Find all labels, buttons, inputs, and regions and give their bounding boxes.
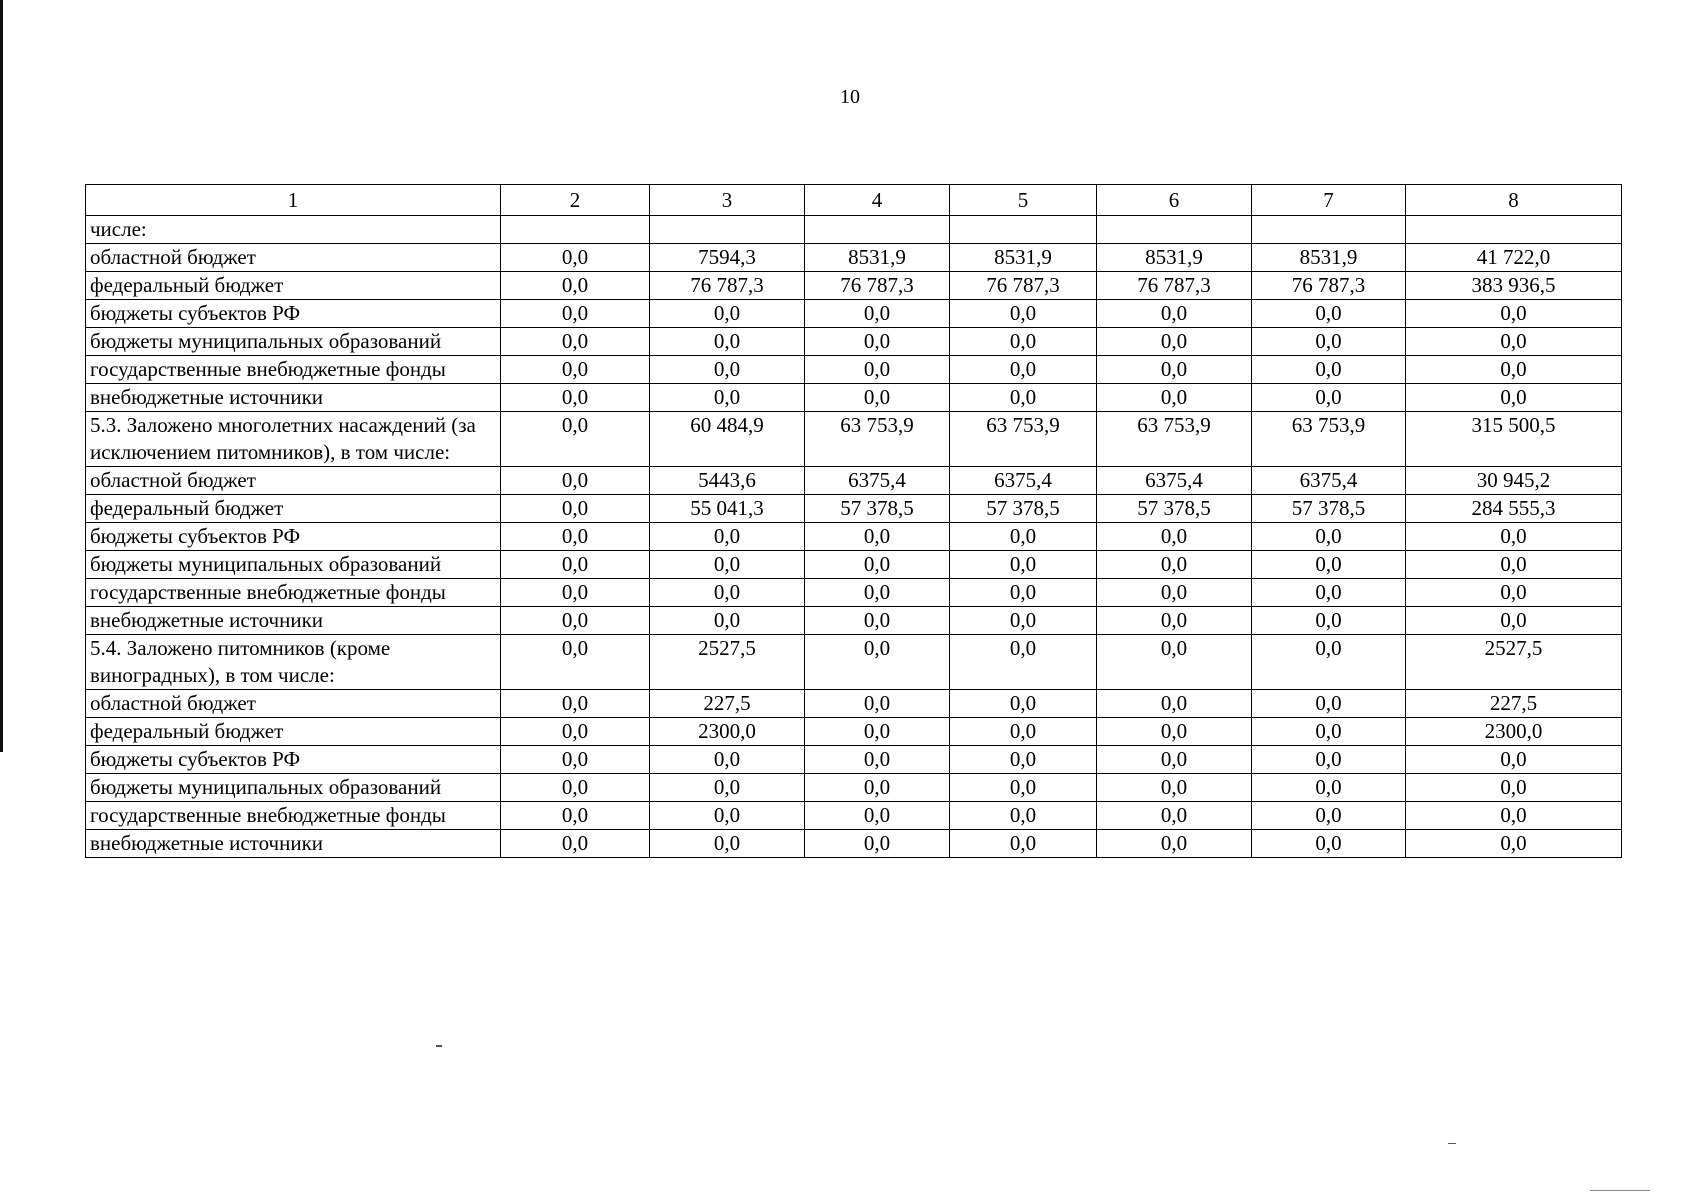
value-cell: 0,0 xyxy=(805,690,950,718)
table-row xyxy=(86,774,1622,802)
value-cell: 227,5 xyxy=(1406,690,1622,718)
value-cell: 0,0 xyxy=(1252,774,1406,802)
table-row xyxy=(86,830,1622,858)
value-cell: 0,0 xyxy=(1406,356,1622,384)
value-cell: 57 378,5 xyxy=(950,495,1097,523)
value-cell xyxy=(501,216,650,244)
value-cell: 0,0 xyxy=(501,718,650,746)
table-row xyxy=(86,272,1622,300)
value-cell: 0,0 xyxy=(950,690,1097,718)
row-label: федеральный бюджет xyxy=(86,272,501,300)
table-row xyxy=(86,607,1622,635)
value-cell: 0,0 xyxy=(1097,718,1252,746)
row-label: бюджеты субъектов РФ xyxy=(86,523,501,551)
value-cell: 0,0 xyxy=(1406,523,1622,551)
value-cell: 0,0 xyxy=(950,802,1097,830)
value-cell: 0,0 xyxy=(501,300,650,328)
value-cell: 0,0 xyxy=(650,746,805,774)
row-label: числе: xyxy=(86,216,501,244)
value-cell: 0,0 xyxy=(501,272,650,300)
header-cell: 4 xyxy=(805,185,950,216)
table-row xyxy=(86,551,1622,579)
page-number: 10 xyxy=(840,86,860,108)
value-cell: 0,0 xyxy=(501,690,650,718)
value-cell: 0,0 xyxy=(650,551,805,579)
value-cell: 0,0 xyxy=(501,830,650,858)
value-cell: 76 787,3 xyxy=(950,272,1097,300)
value-cell: 0,0 xyxy=(650,830,805,858)
value-cell: 76 787,3 xyxy=(1252,272,1406,300)
value-cell: 0,0 xyxy=(1406,579,1622,607)
row-label: внебюджетные источники xyxy=(86,607,501,635)
value-cell: 76 787,3 xyxy=(650,272,805,300)
value-cell: 5443,6 xyxy=(650,467,805,495)
value-cell: 0,0 xyxy=(1097,746,1252,774)
value-cell: 0,0 xyxy=(950,746,1097,774)
table-row xyxy=(86,356,1622,384)
value-cell: 0,0 xyxy=(805,384,950,412)
value-cell: 0,0 xyxy=(805,802,950,830)
value-cell: 0,0 xyxy=(501,774,650,802)
row-label: 5.4. Заложено питомников (кроме виноградных), в том числе: xyxy=(86,635,501,690)
value-cell: 315 500,5 xyxy=(1406,412,1622,467)
value-cell: 0,0 xyxy=(950,579,1097,607)
table-row xyxy=(86,635,1622,690)
value-cell: 0,0 xyxy=(650,356,805,384)
value-cell: 0,0 xyxy=(650,300,805,328)
value-cell: 0,0 xyxy=(1252,830,1406,858)
table-row xyxy=(86,802,1622,830)
value-cell: 0,0 xyxy=(1252,802,1406,830)
value-cell: 0,0 xyxy=(1406,551,1622,579)
value-cell: 0,0 xyxy=(1252,746,1406,774)
value-cell: 0,0 xyxy=(950,328,1097,356)
table-row xyxy=(86,579,1622,607)
row-label: внебюджетные источники xyxy=(86,830,501,858)
value-cell xyxy=(650,216,805,244)
value-cell: 0,0 xyxy=(650,328,805,356)
table-row xyxy=(86,467,1622,495)
value-cell: 0,0 xyxy=(805,523,950,551)
value-cell: 8531,9 xyxy=(950,244,1097,272)
value-cell: 0,0 xyxy=(1252,718,1406,746)
value-cell: 0,0 xyxy=(950,774,1097,802)
table-row xyxy=(86,244,1622,272)
value-cell: 0,0 xyxy=(650,802,805,830)
value-cell: 0,0 xyxy=(1406,830,1622,858)
value-cell: 0,0 xyxy=(1097,328,1252,356)
value-cell: 0,0 xyxy=(501,523,650,551)
table-row xyxy=(86,746,1622,774)
value-cell: 0,0 xyxy=(1097,607,1252,635)
value-cell: 0,0 xyxy=(1097,690,1252,718)
value-cell: 0,0 xyxy=(950,384,1097,412)
row-label: бюджеты муниципальных образований xyxy=(86,328,501,356)
value-cell: 0,0 xyxy=(650,774,805,802)
header-row xyxy=(86,185,1622,216)
value-cell: 0,0 xyxy=(1252,523,1406,551)
row-label: областной бюджет xyxy=(86,467,501,495)
row-label: государственные внебюджетные фонды xyxy=(86,579,501,607)
value-cell: 8531,9 xyxy=(1097,244,1252,272)
value-cell: 41 722,0 xyxy=(1406,244,1622,272)
value-cell: 57 378,5 xyxy=(1097,495,1252,523)
value-cell: 2300,0 xyxy=(1406,718,1622,746)
row-label: государственные внебюджетные фонды xyxy=(86,356,501,384)
value-cell: 0,0 xyxy=(805,718,950,746)
value-cell: 6375,4 xyxy=(805,467,950,495)
header-cell: 3 xyxy=(650,185,805,216)
value-cell: 0,0 xyxy=(1252,384,1406,412)
value-cell: 8531,9 xyxy=(1252,244,1406,272)
value-cell: 0,0 xyxy=(1406,802,1622,830)
value-cell: 0,0 xyxy=(950,551,1097,579)
table-header xyxy=(86,185,1622,216)
value-cell: 0,0 xyxy=(501,328,650,356)
table-row xyxy=(86,328,1622,356)
row-label: областной бюджет xyxy=(86,690,501,718)
value-cell: 55 041,3 xyxy=(650,495,805,523)
row-label: федеральный бюджет xyxy=(86,495,501,523)
scan-speck xyxy=(1448,1143,1456,1144)
row-label: бюджеты муниципальных образований xyxy=(86,774,501,802)
value-cell: 8531,9 xyxy=(805,244,950,272)
value-cell: 0,0 xyxy=(501,802,650,830)
value-cell: 0,0 xyxy=(1097,523,1252,551)
value-cell: 0,0 xyxy=(1406,328,1622,356)
value-cell: 0,0 xyxy=(805,579,950,607)
value-cell: 0,0 xyxy=(650,607,805,635)
table-row xyxy=(86,384,1622,412)
table-body xyxy=(86,216,1622,858)
value-cell: 0,0 xyxy=(1252,635,1406,690)
value-cell xyxy=(1097,216,1252,244)
value-cell: 0,0 xyxy=(1252,690,1406,718)
value-cell: 0,0 xyxy=(1252,551,1406,579)
value-cell: 0,0 xyxy=(1252,579,1406,607)
value-cell: 2300,0 xyxy=(650,718,805,746)
value-cell: 0,0 xyxy=(805,300,950,328)
value-cell: 0,0 xyxy=(501,607,650,635)
header-cell: 2 xyxy=(501,185,650,216)
value-cell: 2527,5 xyxy=(650,635,805,690)
value-cell: 0,0 xyxy=(1406,774,1622,802)
value-cell: 7594,3 xyxy=(650,244,805,272)
value-cell: 0,0 xyxy=(501,384,650,412)
value-cell: 0,0 xyxy=(650,523,805,551)
row-label: федеральный бюджет xyxy=(86,718,501,746)
value-cell: 0,0 xyxy=(1406,746,1622,774)
value-cell: 0,0 xyxy=(950,607,1097,635)
value-cell: 0,0 xyxy=(805,635,950,690)
table-row xyxy=(86,718,1622,746)
value-cell: 0,0 xyxy=(1252,607,1406,635)
scan-speck xyxy=(1590,1190,1650,1191)
table-row xyxy=(86,495,1622,523)
row-label: областной бюджет xyxy=(86,244,501,272)
value-cell: 30 945,2 xyxy=(1406,467,1622,495)
row-label: государственные внебюджетные фонды xyxy=(86,802,501,830)
header-cell: 5 xyxy=(950,185,1097,216)
value-cell: 0,0 xyxy=(1406,384,1622,412)
value-cell: 63 753,9 xyxy=(805,412,950,467)
value-cell: 0,0 xyxy=(1097,356,1252,384)
value-cell: 0,0 xyxy=(1097,579,1252,607)
scan-speck xyxy=(436,1045,442,1047)
value-cell: 0,0 xyxy=(501,412,650,467)
value-cell: 0,0 xyxy=(1097,774,1252,802)
header-cell: 6 xyxy=(1097,185,1252,216)
value-cell xyxy=(950,216,1097,244)
value-cell: 0,0 xyxy=(805,607,950,635)
table-row xyxy=(86,523,1622,551)
value-cell: 60 484,9 xyxy=(650,412,805,467)
value-cell: 0,0 xyxy=(1097,384,1252,412)
value-cell: 0,0 xyxy=(1252,356,1406,384)
value-cell xyxy=(1406,216,1622,244)
value-cell: 76 787,3 xyxy=(805,272,950,300)
value-cell: 0,0 xyxy=(950,300,1097,328)
value-cell: 2527,5 xyxy=(1406,635,1622,690)
value-cell: 0,0 xyxy=(950,356,1097,384)
value-cell: 0,0 xyxy=(650,384,805,412)
value-cell: 0,0 xyxy=(1097,802,1252,830)
value-cell: 0,0 xyxy=(1097,551,1252,579)
header-cell: 1 xyxy=(86,185,501,216)
value-cell: 0,0 xyxy=(950,523,1097,551)
value-cell: 0,0 xyxy=(650,579,805,607)
header-cell: 8 xyxy=(1406,185,1622,216)
value-cell: 6375,4 xyxy=(1252,467,1406,495)
value-cell: 0,0 xyxy=(501,356,650,384)
value-cell: 383 936,5 xyxy=(1406,272,1622,300)
value-cell: 76 787,3 xyxy=(1097,272,1252,300)
value-cell: 0,0 xyxy=(1097,635,1252,690)
header-cell: 7 xyxy=(1252,185,1406,216)
value-cell: 0,0 xyxy=(1406,607,1622,635)
value-cell: 0,0 xyxy=(805,328,950,356)
budget-table xyxy=(85,184,1622,858)
value-cell: 284 555,3 xyxy=(1406,495,1622,523)
value-cell: 0,0 xyxy=(501,495,650,523)
value-cell: 227,5 xyxy=(650,690,805,718)
table-row xyxy=(86,412,1622,467)
value-cell: 0,0 xyxy=(805,830,950,858)
value-cell: 6375,4 xyxy=(1097,467,1252,495)
value-cell: 57 378,5 xyxy=(805,495,950,523)
value-cell: 63 753,9 xyxy=(1097,412,1252,467)
value-cell: 0,0 xyxy=(950,635,1097,690)
value-cell: 6375,4 xyxy=(950,467,1097,495)
value-cell: 0,0 xyxy=(1252,328,1406,356)
table-row xyxy=(86,216,1622,244)
table-row xyxy=(86,690,1622,718)
value-cell: 0,0 xyxy=(501,635,650,690)
value-cell xyxy=(805,216,950,244)
value-cell: 0,0 xyxy=(501,244,650,272)
value-cell: 0,0 xyxy=(1406,300,1622,328)
value-cell: 0,0 xyxy=(950,830,1097,858)
value-cell: 0,0 xyxy=(805,356,950,384)
value-cell: 0,0 xyxy=(1252,300,1406,328)
value-cell: 0,0 xyxy=(501,467,650,495)
value-cell: 0,0 xyxy=(501,746,650,774)
row-label: 5.3. Заложено многолетних насаждений (за исключением питомников), в том числе: xyxy=(86,412,501,467)
value-cell: 0,0 xyxy=(805,774,950,802)
value-cell: 63 753,9 xyxy=(1252,412,1406,467)
value-cell xyxy=(1252,216,1406,244)
value-cell: 63 753,9 xyxy=(950,412,1097,467)
row-label: бюджеты субъектов РФ xyxy=(86,746,501,774)
row-label: бюджеты муниципальных образований xyxy=(86,551,501,579)
scan-edge-line xyxy=(0,0,3,752)
value-cell: 0,0 xyxy=(950,718,1097,746)
value-cell: 0,0 xyxy=(805,746,950,774)
value-cell: 0,0 xyxy=(501,579,650,607)
row-label: бюджеты субъектов РФ xyxy=(86,300,501,328)
value-cell: 0,0 xyxy=(1097,830,1252,858)
value-cell: 57 378,5 xyxy=(1252,495,1406,523)
value-cell: 0,0 xyxy=(1097,300,1252,328)
table-row xyxy=(86,300,1622,328)
value-cell: 0,0 xyxy=(501,551,650,579)
value-cell: 0,0 xyxy=(805,551,950,579)
row-label: внебюджетные источники xyxy=(86,384,501,412)
